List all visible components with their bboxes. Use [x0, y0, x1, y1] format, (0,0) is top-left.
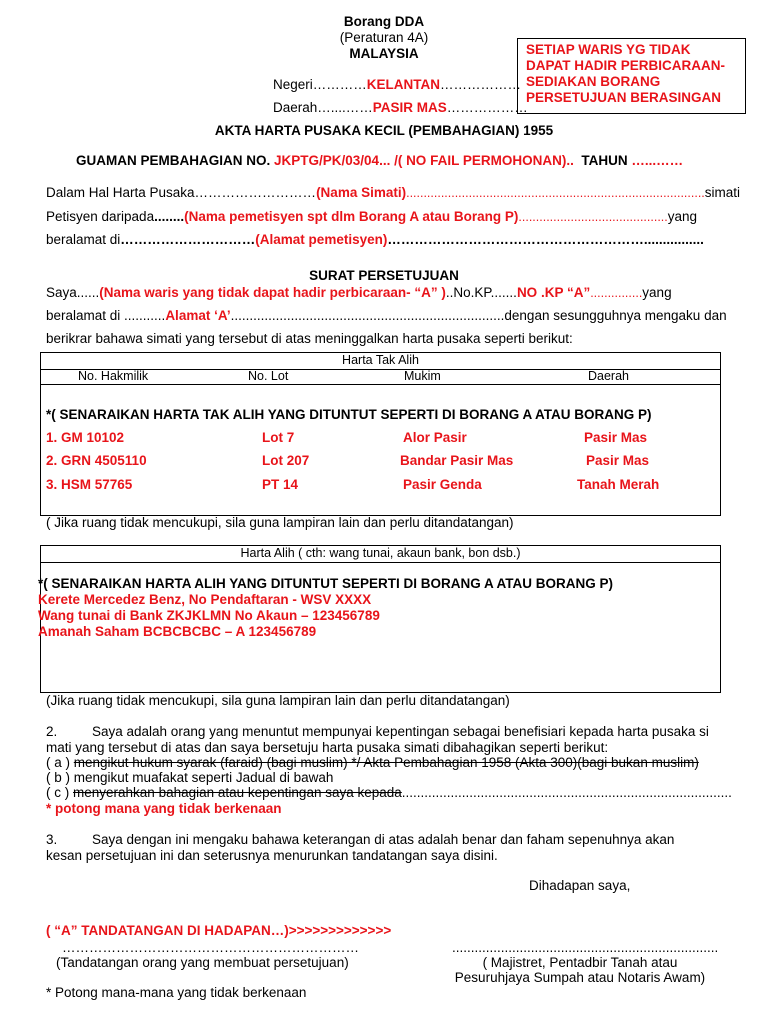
row2-mukim: Bandar Pasir Mas: [400, 453, 514, 468]
estate-prefix: Dalam Hal Harta Pusaka………………………: [46, 185, 317, 200]
daerah-line: [273, 100, 528, 115]
col-daerah: Daerah: [588, 369, 629, 383]
row3-lot: PT 14: [262, 477, 299, 492]
signature-line-right: .......................................................................: [452, 940, 719, 955]
heir-address-suffix: dengan sesungguhnya mengaku dan: [504, 308, 727, 323]
deceased-name-field: (Nama Simati): [316, 185, 407, 200]
heir-address-prefix: beralamat di ...........: [46, 308, 166, 323]
row3-mukim: Pasir Genda: [403, 477, 482, 492]
immovable-instruction: *( SENARAIKAN HARTA TAK ALIH YANG DITUNTUT SEPERTI DI BORANG A ATAU BORANG P): [46, 407, 652, 422]
row1-lot: Lot 7: [262, 430, 295, 445]
option-b: [46, 770, 333, 785]
option-b-label: ( b ): [46, 770, 71, 785]
estate-dots: ......................................................................................: [406, 186, 705, 200]
negeri-label: Negeri…………: [273, 77, 367, 92]
address-prefix: beralamat di: [46, 232, 121, 247]
option-c: [46, 785, 732, 800]
heir-name-field: (Nama waris yang tidak dapat hadir perbicaraan- “A” ): [99, 285, 446, 300]
footer-note: * Potong mana-mana yang tidak berkenaan: [46, 985, 307, 1000]
act-title: AKTA HARTA PUSAKA KECIL (PEMBAHAGIAN) 1955: [214, 123, 554, 138]
petitioner-address-field: (Alamat pemetisyen): [255, 232, 388, 247]
estate-line-3: [46, 232, 704, 247]
negeri-value: KELANTAN: [366, 77, 441, 92]
section2-note: * potong mana yang tidak berkenaan: [46, 801, 282, 816]
case-year-label: TAHUN: [581, 153, 628, 168]
consent-prefix: Saya......: [46, 285, 100, 300]
nokp-label: ..No.KP.......: [445, 285, 517, 300]
address-dots-a: …………………………: [120, 232, 256, 247]
divider: [40, 562, 721, 563]
option-c-label: ( c ): [46, 785, 70, 800]
form-title: Borang DDA: [343, 14, 425, 29]
movable-item-3: Amanah Saham BCBCBCBC – A 123456789: [38, 624, 317, 639]
daerah-value: PASIR MAS: [372, 100, 447, 115]
option-a-label: ( a ): [46, 755, 71, 770]
daerah-dots: ………………: [446, 100, 528, 115]
option-c-dots: ........................................................................................: [401, 785, 732, 800]
consent-title: SURAT PERSETUJUAN: [309, 268, 459, 283]
col-lot: No. Lot: [248, 369, 289, 383]
heir-address-dots: .........................................................................: [230, 308, 505, 323]
row1-daerah: Pasir Mas: [584, 430, 648, 445]
consent-line-3: berikrar bahawa simati yang tersebut di atas meninggalkan harta pusaka seperti berikut:: [46, 331, 573, 346]
section2-line-2: mati yang tersebut di atas dan saya bersetuju harta pusaka simati dibahagikan seperti berikut:: [46, 740, 609, 755]
movable-title: Harta Alih ( cth: wang tunai, akaun bank, bon dsb.): [240, 546, 521, 560]
address-dots-b: …………………………………………………................: [387, 232, 704, 247]
movable-item-1: Kerete Mercedez Benz, No Pendaftaran - WSV XXXX: [38, 592, 372, 607]
petition-suffix: yang: [667, 209, 698, 224]
witness-caption-2: Pesuruhjaya Sumpah atau Notaris Awam): [454, 970, 706, 985]
col-mukim: Mukim: [404, 369, 441, 383]
col-hakmilik: No. Hakmilik: [78, 369, 149, 383]
option-c-text: menyerahkan bahagian atau kepentingan saya kepada: [73, 785, 402, 800]
row3-daerah: Tanah Merah: [577, 477, 660, 492]
case-line: [76, 153, 683, 168]
case-label: GUAMAN PEMBAHAGIAN NO.: [76, 153, 271, 168]
consent-line-2: [46, 308, 727, 323]
regulation: (Peraturan 4A): [339, 30, 429, 45]
heir-nokp-field: NO .KP “A”: [516, 285, 591, 300]
row3-hakmilik: 3. HSM 57765: [46, 477, 133, 492]
witness-heading: Dihadapan saya,: [529, 878, 631, 893]
signer-caption: (Tandatangan orang yang membuat persetujuan): [56, 955, 349, 970]
row2-lot: Lot 207: [262, 453, 310, 468]
estate-line-1: [46, 185, 740, 200]
witness-caption-1: ( Majistret, Pentadbir Tanah atau: [482, 955, 678, 970]
row1-hakmilik: 1. GM 10102: [46, 430, 125, 445]
country: MALAYSIA: [349, 46, 419, 61]
case-year-dots: …...……: [631, 153, 684, 168]
divider: [40, 384, 721, 385]
estate-line-2: [46, 209, 697, 224]
estate-suffix: simati: [704, 185, 741, 200]
petition-prefix: Petisyen daripada: [46, 209, 155, 224]
signature-line-left: …………………………………………………………: [62, 940, 359, 955]
consent-suffix: yang: [642, 285, 672, 300]
consent-line-1: [46, 285, 672, 300]
row2-daerah: Pasir Mas: [586, 453, 650, 468]
option-a: [46, 755, 699, 770]
section2-line-1: Saya adalah orang yang menuntut mempunyai kepentingan sebagai benefisiari kepada harta pusaka si: [92, 724, 709, 739]
case-number: JKPTG/PK/03/04... /( NO FAIL PERMOHONAN)..: [274, 153, 574, 168]
section2-number: 2.: [46, 724, 58, 739]
nokp-dots: ...............: [590, 286, 643, 300]
option-a-text: mengikut hukum syarak (faraid) (bagi muslim) */ Akta Pembahagian 1958 (Akta 300)(bagi bukan muslim): [73, 755, 699, 770]
immovable-title: Harta Tak Alih: [342, 353, 419, 367]
movable-item-2: Wang tunai di Bank ZKJKLMN No Akaun – 123456789: [38, 608, 380, 623]
heir-address-field: Alamat ‘A’: [165, 308, 231, 323]
sign-instruction: ( “A” TANDATANGAN DI HADAPAN…)>>>>>>>>>>>>>: [46, 923, 392, 938]
row2-hakmilik: 2. GRN 4505110: [46, 453, 147, 468]
section3-line-2: kesan persetujuan ini dan seterusnya menurunkan tandatangan saya disini.: [46, 848, 498, 863]
petition-dots-a: ........: [154, 209, 185, 224]
negeri-line: [273, 77, 521, 92]
immovable-footnote: ( Jika ruang tidak mencukupi, sila guna lampiran lain dan perlu ditandatangan): [46, 515, 514, 530]
daerah-label: Daerah…....……: [273, 100, 373, 115]
movable-footnote: (Jika ruang tidak mencukupi, sila guna lampiran lain dan perlu ditandatangan): [46, 693, 510, 708]
option-b-text: mengikut muafakat seperti Jadual di bawah: [73, 770, 334, 785]
movable-instruction: *( SENARAIKAN HARTA ALIH YANG DITUNTUT SEPERTI DI BORANG A ATAU BORANG P): [38, 576, 614, 591]
petitioner-name-field: (Nama pemetisyen spt dlm Borang A atau Borang P): [184, 209, 519, 224]
petition-dots-b: ...........................................: [518, 210, 668, 224]
negeri-dots: ………………: [440, 77, 522, 92]
notice-box: SETIAP WARIS YG TIDAK DAPAT HADIR PERBICARAAN- SEDIAKAN BORANG PERSETUJUAN BERASINGAN: [517, 38, 746, 114]
section3-number: 3.: [46, 832, 58, 847]
section3-line-1: Saya dengan ini mengaku bahawa keterangan di atas adalah benar dan faham sepenuhnya akan: [92, 832, 675, 847]
row1-mukim: Alor Pasir: [403, 430, 467, 445]
